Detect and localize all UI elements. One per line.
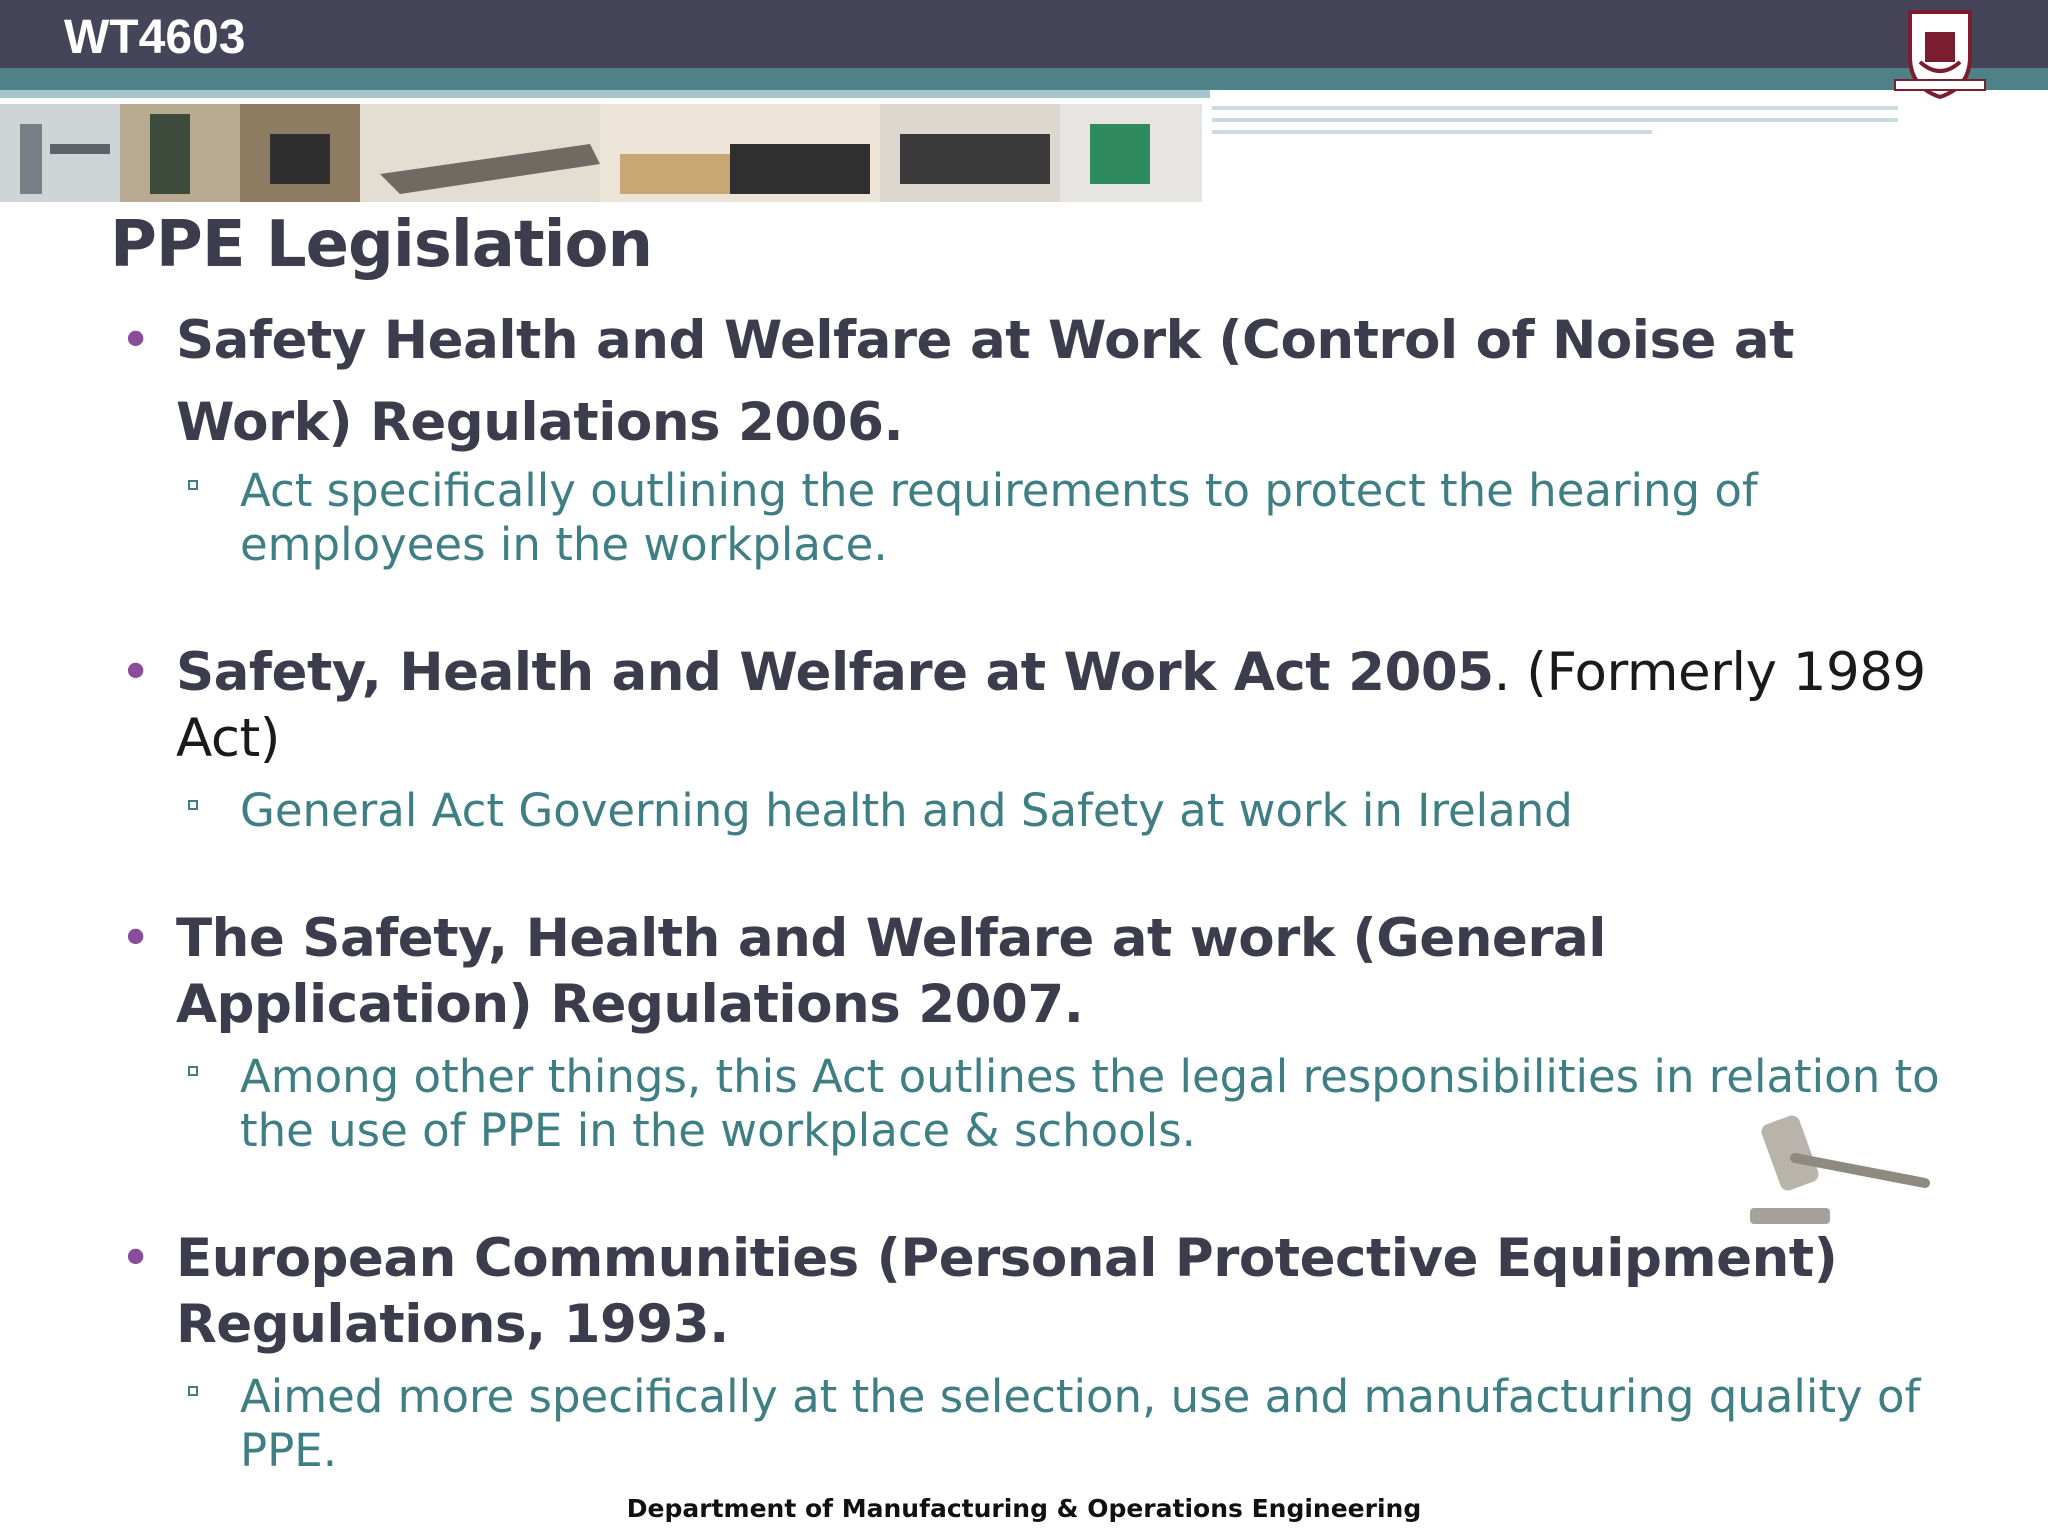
sub-bullet-item <box>240 464 1960 572</box>
sub-bullet-text: Aimed more specifically at the selection, use and manufacturing quality of PPE. <box>240 1370 1921 1477</box>
header-rule <box>1212 106 1898 110</box>
bullet-item <box>120 906 1956 1038</box>
footer-department: Department of Manufacturing & Operations Engineering <box>626 1494 1422 1523</box>
bullet-heading: Safety Health and Welfare at Work (Control of Noise at Work) Regulations 2006. <box>176 310 1794 453</box>
sub-bullet-item <box>240 784 1960 838</box>
header-teal-band <box>0 68 2048 90</box>
university-crest-icon <box>1890 2 1990 102</box>
bullet-dot: • <box>120 908 151 969</box>
sub-bullet-text: Among other things, this Act outlines the legal responsibilities in relation to the use of PPE in the workplace & schools. <box>240 1050 1940 1157</box>
workshop-machines-photo <box>0 104 1202 202</box>
sub-bullet-text: Act specifically outlining the requirements to protect the hearing of employees in the workplace. <box>240 464 1758 571</box>
bullet-heading-suffix: . (Formerly 1989 Act) <box>176 642 1926 769</box>
bullet-heading: European Communities (Personal Protective Equipment) Regulations, 1993. <box>176 1228 1838 1355</box>
course-code: WT4603 <box>64 11 246 64</box>
bullet-heading: The Safety, Health and Welfare at work (General Application) Regulations 2007. <box>176 908 1606 1035</box>
bullet-dot: • <box>120 1228 151 1289</box>
bullet-dot: • <box>120 642 151 703</box>
header-rule <box>1212 130 1652 134</box>
header-rule <box>1212 118 1898 122</box>
sub-bullet-item <box>240 1370 1960 1478</box>
gavel-icon <box>1740 1108 1930 1238</box>
bullet-item <box>120 640 1956 772</box>
bullet-item <box>120 1226 1956 1358</box>
header-bar <box>0 0 2048 68</box>
bullet-item <box>120 300 1956 464</box>
bullet-heading: Safety, Health and Welfare at Work Act 2005 <box>176 642 1494 703</box>
sub-bullet-text: General Act Governing health and Safety at work in Ireland <box>240 784 1573 837</box>
slide-title: PPE Legislation <box>110 208 653 282</box>
square-bullet-icon <box>188 480 198 490</box>
square-bullet-icon <box>188 800 198 810</box>
square-bullet-icon <box>188 1066 198 1076</box>
square-bullet-icon <box>188 1386 198 1396</box>
bullet-dot: • <box>120 310 151 371</box>
header-teal-light-band <box>0 90 1210 98</box>
sub-bullet-item <box>240 1050 1960 1158</box>
